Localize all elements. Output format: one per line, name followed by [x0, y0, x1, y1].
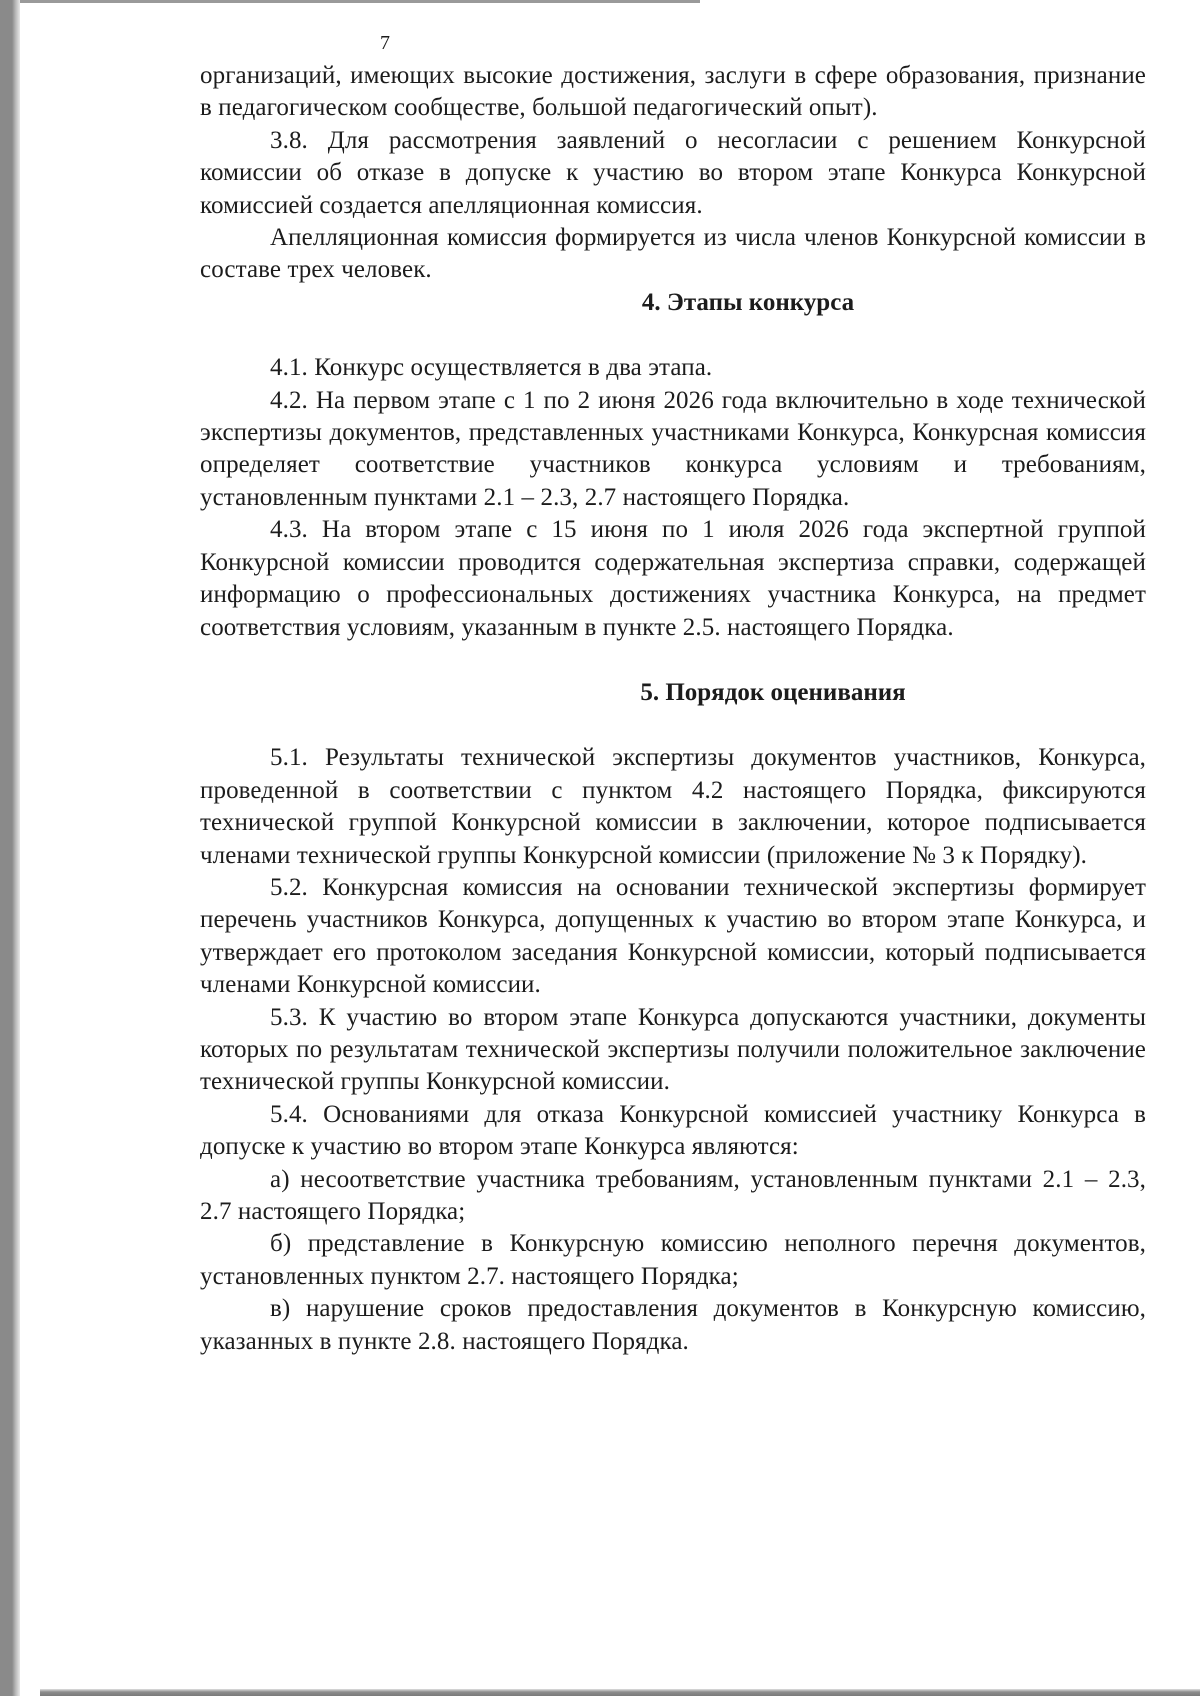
paragraph-5-4: 5.4. Основаниями для отказа Конкурсной комиссией участнику Конкурса в допуске к участию во втором этапе Конкурса являются: [200, 1100, 1146, 1161]
paragraph-5-1: 5.1. Результаты технической экспертизы документов участников, Конкурса, проведенной в соответствии с пунктом 4.2 настоящего Порядка, фиксируются технической группой Конкурсной комиссии в заключении, которое подписывается членами технической группы Конкурсной комиссии (приложение № 3 к Порядку). [200, 744, 1146, 869]
paragraph-5-2: 5.2. Конкурсная комиссия на основании технической экспертизы формирует перечень участников Конкурса, допущенных к участию во втором этапе Конкурса, и утверждает его протоколом заседания Конкурсной комиссии, который подписывается членами Конкурсной комиссии. [200, 873, 1146, 999]
section-4-title: 4. Этапы конкурса [641, 288, 855, 316]
page-number [200, 26, 1146, 60]
paragraph-continuation: организаций, имеющих высокие достижения, заслуги в сфере образования, признание в педагогическом сообществе, большой педагогический опыт). [200, 62, 1146, 122]
paragraph-3-8: 3.8. Для рассмотрения заявлений о несогласии с решением Конкурсной комиссии об отказе в допуске к участию во втором этапе Конкурса Конкурсной комиссией создается апелляционная комиссия. [200, 126, 1146, 219]
paragraph-appeal-commission: Апелляционная комиссия формируется из числа членов Конкурсной комиссии в составе трех человек. [200, 224, 1146, 284]
paragraph-4-1: 4.1. Конкурс осуществляется в два этапа. [270, 354, 713, 382]
paragraph-4-2: 4.2. На первом этапе с 1 по 2 июня 2026 года включительно в ходе технической экспертизы документов, представленных участниками Конкурса, Конкурсная комиссия определяет соответствие участников конкурса условиям и требованиям, установленным пунктами 2.1 – 2.3, 2.7 настоящего Порядка. [200, 386, 1146, 511]
section-5-title: 5. Порядок оценивания [640, 678, 906, 706]
paragraph-5-4-v: в) нарушение сроков предоставления документов в Конкурсную комиссию, указанных в пункте 2.8. настоящего Порядка. [200, 1295, 1146, 1355]
page-number-text: 7 [380, 32, 390, 54]
paragraph-5-3: 5.3. К участию во втором этапе Конкурса допускаются участники, документы которых по результатам технической экспертизы получили положительное заключение технической группы Конкурсной комиссии. [200, 1003, 1146, 1096]
document-page [200, 26, 1146, 1358]
paragraph-5-4-a: а) несоответствие участника требованиям, установленным пунктами 2.1 – 2.3, 2.7 настоящего Порядка; [200, 1165, 1146, 1225]
paragraph-5-4-b: б) представление в Конкурсную комиссию неполного перечня документов, установленных пунктом 2.7. настоящего Порядка; [200, 1230, 1146, 1290]
scan-shadow-top [20, 0, 700, 3]
paragraph-4-3: 4.3. На втором этапе с 15 июня по 1 июля 2026 года экспертной группой Конкурсной комиссии проводится содержательная экспертиза справки, содержащей информацию о профессиональных достижениях участника Конкурса, на предмет соответствия условиям, указанным в пункте 2.5. настоящего Порядка. [200, 516, 1146, 641]
scan-shadow-bottom [40, 1689, 1200, 1696]
scan-shadow-left [0, 0, 20, 1696]
